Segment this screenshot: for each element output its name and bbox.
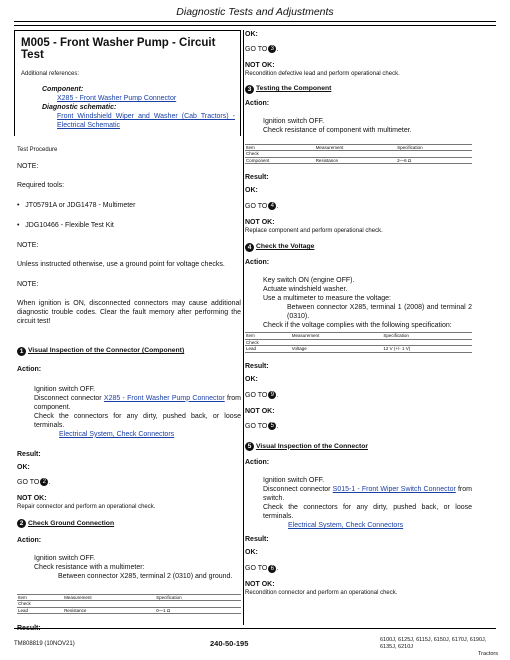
note-text: Unless instructed otherwise, use a ground point for voltage checks. bbox=[17, 261, 225, 268]
result-label: Result: bbox=[245, 536, 269, 544]
table-cell: Voltage bbox=[291, 346, 383, 353]
goto-text: GO TO bbox=[245, 203, 268, 211]
goto-line: GO TO 3 . bbox=[245, 46, 279, 53]
action-line: Ignition switch OFF. bbox=[263, 117, 325, 125]
table-cell: Component bbox=[245, 157, 315, 164]
action-line: Check resistance of component with multimeter. bbox=[263, 126, 412, 134]
tool-item: • JT05791A or JDG1478 - Multimeter bbox=[17, 202, 136, 209]
column-divider bbox=[243, 30, 244, 625]
ok-label: OK: bbox=[17, 463, 30, 471]
action-text: from component. bbox=[34, 394, 241, 411]
header-rule-2 bbox=[14, 25, 496, 26]
action-line: Use a multimeter to measure the voltage: bbox=[263, 295, 392, 303]
action-label: Action: bbox=[245, 259, 270, 267]
ok-label: OK: bbox=[245, 187, 258, 195]
step-5-action bbox=[245, 476, 472, 530]
action-line: Check the connectors for any dirty, pushed back, or loose terminals. bbox=[263, 504, 472, 521]
goto-line: GO TO 5 . bbox=[245, 422, 279, 430]
not-ok-label: NOT OK: bbox=[245, 219, 275, 227]
page-header: Diagnostic Tests and Adjustments bbox=[176, 6, 334, 18]
step-2-heading bbox=[17, 519, 241, 530]
table-cell: Item bbox=[17, 594, 63, 601]
step-4-title: Check the Voltage bbox=[256, 243, 315, 251]
action-line: Check if the voltage complies with the following specification: bbox=[263, 322, 452, 330]
action-line: Check the connectors for any dirty, pushed back, or loose terminals. bbox=[34, 412, 241, 429]
step-4-number: 4 bbox=[245, 243, 254, 252]
table-cell: Item bbox=[245, 333, 291, 340]
table-cell: Measurement bbox=[63, 594, 155, 601]
model-list bbox=[380, 637, 498, 658]
not-ok-text: Recondition defective lead and perform operational check. bbox=[245, 71, 400, 77]
note-text: When ignition is ON, disconnected connectors may cause additional diagnostic trouble codes. Clear the fault memory after performing the circuit test! bbox=[17, 300, 241, 325]
note-label: NOTE: bbox=[17, 242, 39, 249]
schematic-link[interactable]: Front Windshield Wiper and Washer (Cab Tractors) - Electrical Schematic bbox=[57, 113, 235, 129]
ok-label: OK: bbox=[245, 31, 258, 38]
ok-label: OK: bbox=[245, 375, 258, 383]
action-line: Between connector X285, terminal 1 (2008) and terminal 2 (0310). bbox=[287, 304, 472, 321]
step-5-number: 5 bbox=[245, 442, 254, 451]
table-cell: Check bbox=[245, 339, 291, 346]
action-text: Disconnect connector bbox=[34, 394, 102, 402]
step-4-heading bbox=[245, 242, 472, 253]
table-row bbox=[245, 157, 472, 164]
not-ok-text: Recondition connector and perform an operational check. bbox=[245, 590, 398, 597]
action-label: Action: bbox=[17, 536, 42, 544]
tool-2-text: JDG10466 - Flexible Test Kit bbox=[25, 222, 114, 229]
doc-id: TM808819 (10NOV21) bbox=[14, 641, 75, 647]
table-cell: Specification bbox=[155, 594, 241, 601]
table-cell: 2—6 Ω bbox=[396, 157, 472, 164]
not-ok-text: Replace component and perform operational check. bbox=[245, 228, 383, 235]
goto-text: GO TO bbox=[245, 391, 268, 399]
models-text: 6100J, 6125J, 6115J, 6150J, 6170J, 6190J, 6135J, 6210J bbox=[380, 637, 487, 650]
table-row bbox=[245, 346, 472, 353]
page-number: 240-50-195 bbox=[210, 639, 249, 648]
spec-table bbox=[17, 594, 241, 615]
goto-text: GO TO bbox=[245, 565, 268, 573]
schematic-label: Diagnostic schematic: bbox=[42, 104, 117, 111]
action-line: Ignition switch OFF. bbox=[34, 554, 96, 562]
not-ok-label: NOT OK: bbox=[245, 407, 275, 415]
action-label: Action: bbox=[245, 459, 270, 467]
switch-connector-link[interactable]: S015-1 - Front Wiper Switch Connector bbox=[332, 486, 456, 494]
result-label: Result: bbox=[245, 362, 269, 370]
goto-text: GO TO bbox=[17, 478, 40, 486]
action-line: Between connector X285, terminal 2 (0310) and ground. bbox=[58, 572, 233, 580]
step-1-action bbox=[17, 385, 241, 439]
table-cell: Specification bbox=[382, 333, 472, 340]
table-cell: Lead bbox=[17, 607, 63, 614]
note-label: NOTE: bbox=[17, 163, 39, 170]
table-cell: Resistance bbox=[315, 157, 396, 164]
footer-rule bbox=[14, 628, 496, 629]
check-connectors-link[interactable]: Electrical System, Check Connectors bbox=[59, 430, 175, 438]
action-line bbox=[34, 394, 241, 412]
action-line: Check resistance with a multimeter: bbox=[34, 563, 145, 571]
left-column bbox=[14, 30, 241, 633]
goto-text: GO TO bbox=[245, 46, 268, 53]
action-label: Action: bbox=[245, 99, 270, 107]
title-box bbox=[14, 30, 241, 136]
step-2-title: Check Ground Connection bbox=[28, 519, 115, 527]
step-3-action bbox=[245, 117, 472, 135]
tool-1-text: JT05791A or JDG1478 - Multimeter bbox=[25, 202, 136, 209]
test-procedure-label: Test Procedure bbox=[17, 147, 58, 153]
table-cell: Lead bbox=[245, 346, 291, 353]
right-column bbox=[245, 30, 472, 597]
goto-step-link[interactable]: 3 bbox=[268, 45, 276, 53]
result-label: Result: bbox=[17, 450, 41, 458]
step-3-number: 3 bbox=[245, 85, 254, 94]
action-line: Ignition switch OFF. bbox=[263, 477, 325, 485]
goto-line: GO TO 2 . bbox=[17, 478, 51, 486]
table-cell: Item bbox=[245, 144, 315, 151]
action-label: Action: bbox=[17, 365, 42, 373]
table-row bbox=[17, 607, 241, 614]
component-label: Component: bbox=[42, 86, 84, 93]
step-3-title: Testing the Component bbox=[256, 85, 332, 92]
tool-item: • JDG10466 - Flexible Test Kit bbox=[17, 222, 114, 229]
step-2-number: 2 bbox=[17, 519, 26, 528]
step-5-title: Visual Inspection of the Connector bbox=[256, 442, 369, 450]
result-label: Result: bbox=[245, 174, 269, 182]
goto-line: GO TO 4 . bbox=[245, 203, 279, 211]
ok-label: OK: bbox=[245, 549, 258, 557]
note-label: NOTE: bbox=[17, 281, 39, 288]
action-text: Disconnect connector bbox=[263, 486, 331, 494]
action-line: Actuate windshield washer. bbox=[263, 286, 348, 294]
action-line bbox=[263, 485, 472, 503]
goto-step-link[interactable]: 5 bbox=[268, 422, 276, 430]
table-cell: Check bbox=[245, 151, 315, 158]
component-link[interactable]: X285 - Front Washer Pump Connector bbox=[57, 95, 177, 102]
not-ok-label: NOT OK: bbox=[17, 494, 47, 502]
table-cell: 12 V (+/- 1 V) bbox=[382, 346, 472, 353]
spec-table bbox=[245, 144, 472, 165]
spec-table bbox=[245, 332, 472, 353]
table-cell: 0—1 Ω bbox=[155, 607, 241, 614]
goto-step-link[interactable]: 2 bbox=[40, 478, 48, 486]
action-text: from switch. bbox=[263, 486, 472, 503]
not-ok-label: NOT OK: bbox=[245, 581, 275, 589]
step-2-action bbox=[17, 554, 241, 581]
goto-step-link[interactable]: 9 bbox=[268, 391, 276, 399]
required-tools-label: Required tools: bbox=[17, 182, 65, 189]
step-4-action bbox=[245, 276, 472, 330]
not-ok-label: NOT OK: bbox=[245, 62, 275, 69]
step-5-heading bbox=[245, 442, 472, 453]
table-cell: Specification bbox=[396, 144, 472, 151]
action-line: Ignition switch OFF. bbox=[34, 385, 96, 393]
step-1-number: 1 bbox=[17, 347, 26, 356]
goto-text: GO TO bbox=[245, 422, 268, 430]
goto-step-link[interactable]: 6 bbox=[268, 565, 276, 573]
page-title: M005 - Front Washer Pump - Circuit Test bbox=[21, 37, 216, 61]
check-connectors-link[interactable]: Electrical System, Check Connectors bbox=[288, 522, 404, 530]
action-line: Key switch ON (engine OFF). bbox=[263, 277, 355, 285]
step-1-heading bbox=[17, 346, 241, 357]
additional-references-label: Additional references: bbox=[21, 71, 80, 77]
not-ok-text: Repair connector and perform an operational check. bbox=[17, 503, 156, 510]
goto-line: GO TO 6 . bbox=[245, 565, 279, 573]
step-1-title: Visual Inspection of the Connector (Component) bbox=[28, 347, 185, 354]
table-cell: Resistance bbox=[63, 607, 155, 614]
header-rule bbox=[14, 21, 496, 22]
goto-line: GO TO 9 . bbox=[245, 391, 279, 399]
table-cell: Check bbox=[17, 601, 63, 608]
models-text-2: Tractors bbox=[478, 651, 498, 657]
component-connector-link[interactable]: X285 - Front Washer Pump Connector bbox=[103, 394, 225, 402]
table-cell: Measurement bbox=[315, 144, 396, 151]
goto-step-link[interactable]: 4 bbox=[268, 202, 276, 210]
table-cell: Measurement bbox=[291, 333, 383, 340]
step-3-heading bbox=[245, 84, 472, 95]
